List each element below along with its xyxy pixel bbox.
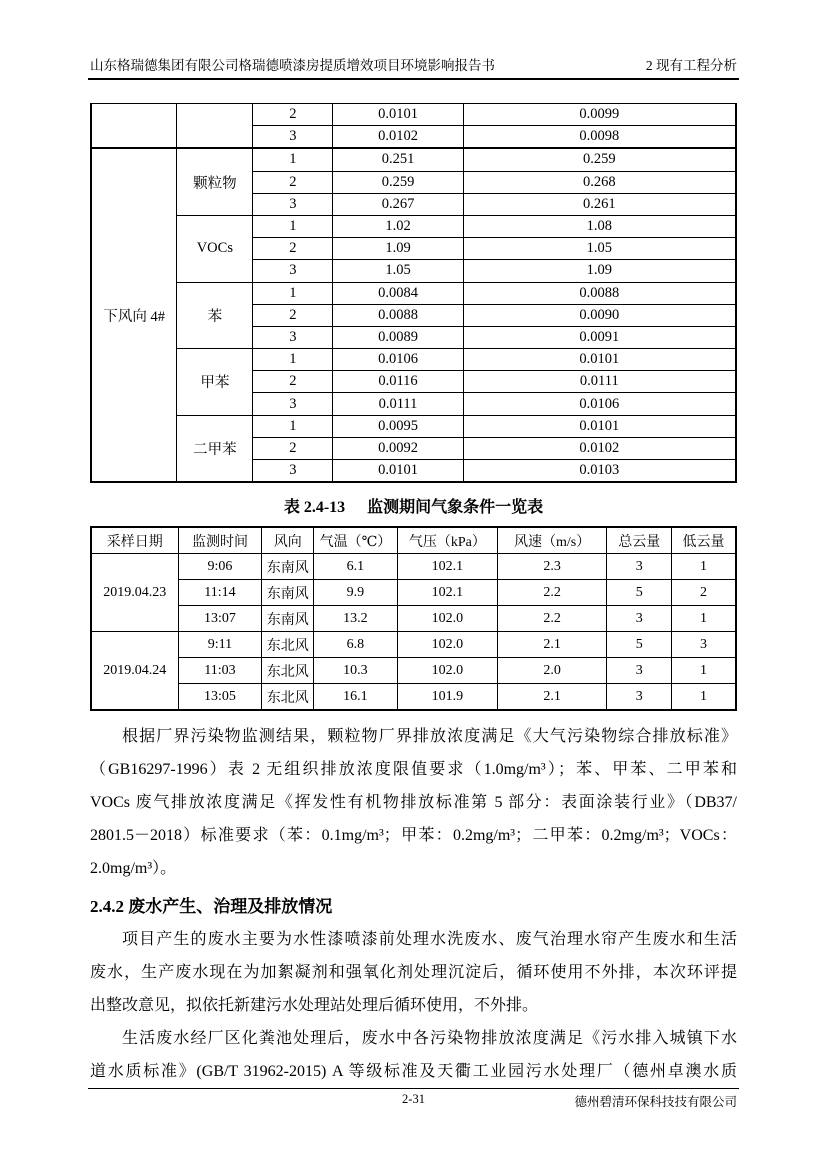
value-cell: 0.0101: [333, 104, 463, 126]
value-cell: 0.0090: [463, 304, 736, 326]
pressure-cell: 102.0: [397, 658, 497, 684]
pollutant-table-body: [91, 104, 736, 483]
pressure-cell: 102.1: [397, 554, 497, 580]
temp-cell: 13.2: [314, 606, 398, 632]
pollutant-cell: VOCs: [177, 215, 253, 282]
wind-speed-cell: 2.0: [497, 658, 607, 684]
wind-speed-cell: 2.2: [497, 580, 607, 606]
text-line: 根据厂界污染物监测结果，颗粒物厂界排放浓度满足《大气污染物综合排放标准》: [122, 728, 737, 746]
weather-table: [90, 526, 737, 711]
low-cloud-cell: 1: [671, 606, 736, 632]
value-cell: 1.05: [333, 260, 463, 282]
temp-cell: 6.1: [314, 554, 398, 580]
sample-no-cell: 3: [253, 460, 333, 483]
value-cell: 0.0106: [333, 349, 463, 371]
text-line: 道水质标准》(GB/T 31962-2015) A 等级标准及天衢工业园污水处理厂（德州卓澳水质: [90, 1063, 737, 1081]
value-cell: 0.0111: [333, 393, 463, 415]
value-cell: 0.0095: [333, 415, 463, 437]
page-content: [90, 103, 737, 1088]
text-line: （GB16297-1996）表 2 无组织排放浓度限值要求（1.0mg/m³）；苯、甲苯、二甲苯和: [90, 761, 737, 779]
value-cell: 0.0102: [463, 437, 736, 459]
section-heading: 2.4.2 废水产生、治理及排放情况: [90, 897, 333, 917]
value-cell: 1.09: [463, 260, 736, 282]
temp-cell: 10.3: [314, 658, 398, 684]
value-cell: 1.02: [333, 215, 463, 237]
date-cell: 2019.04.23: [91, 554, 178, 632]
sample-no-cell: 2: [253, 171, 333, 193]
value-cell: 0.0106: [463, 393, 736, 415]
time-cell: 9:06: [178, 554, 262, 580]
column-header-cell: 气压（kPa）: [397, 527, 497, 554]
text-line: 项目产生的废水主要为水性漆喷漆前处理水洗废水、废气治理水帘产生废水和生活: [122, 931, 737, 949]
value-cell: 0.267: [333, 193, 463, 215]
time-cell: 13:05: [178, 684, 262, 711]
site-label-cell: 下风向 4#: [91, 148, 177, 482]
text-line: 2.0mg/m³）。: [90, 860, 177, 878]
temp-cell: 9.9: [314, 580, 398, 606]
low-cloud-cell: 1: [671, 684, 736, 711]
company-name: 德州碧清环保科技技有限公司: [574, 1095, 737, 1109]
table-row: [91, 215, 736, 237]
value-cell: 1.05: [463, 238, 736, 260]
low-cloud-cell: 1: [671, 658, 736, 684]
sample-no-cell: 3: [253, 393, 333, 415]
header-left-text: 山东格瑞德集团有限公司格瑞德喷漆房提质增效项目环境影响报告书: [90, 58, 495, 73]
footer-rule: [88, 1088, 739, 1089]
table-row: [91, 282, 736, 304]
table-row: [91, 684, 736, 711]
column-header-cell: 气温（℃）: [314, 527, 398, 554]
value-cell: 0.0088: [463, 282, 736, 304]
total-cloud-cell: 3: [607, 606, 672, 632]
pollutant-cell: 苯: [177, 282, 253, 349]
table-row: [91, 104, 736, 126]
wind-speed-cell: 2.3: [497, 554, 607, 580]
wind-dir-cell: 东南风: [262, 606, 314, 632]
column-header-cell: 总云量: [607, 527, 672, 554]
sample-no-cell: 1: [253, 415, 333, 437]
page-footer: [90, 1092, 737, 1110]
para-domestic-wastewater: [90, 1022, 737, 1088]
pressure-cell: 102.1: [397, 580, 497, 606]
caption-title: 监测期间气象条件一览表: [367, 499, 544, 517]
value-cell: 0.0099: [463, 104, 736, 126]
value-cell: 1.09: [333, 238, 463, 260]
column-header-cell: 监测时间: [178, 527, 262, 554]
low-cloud-cell: 1: [671, 554, 736, 580]
value-cell: 0.0098: [463, 126, 736, 149]
sample-no-cell: 2: [253, 304, 333, 326]
sample-no-cell: 1: [253, 215, 333, 237]
table-row: [91, 349, 736, 371]
value-cell: 0.0116: [333, 371, 463, 393]
pollutant-cell: 颗粒物: [177, 148, 253, 215]
value-cell: 0.259: [333, 171, 463, 193]
text-line: 生活废水经厂区化粪池处理后，废水中各污染物排放浓度满足《污水排入城镇下水: [122, 1030, 737, 1048]
value-cell: 0.0101: [463, 415, 736, 437]
text-line: 2801.5－2018）标准要求（苯：0.1mg/m³；甲苯：0.2mg/m³；二甲苯：0.2mg/m³；VOCs：: [90, 827, 737, 845]
sample-no-cell: 3: [253, 326, 333, 348]
time-cell: 13:07: [178, 606, 262, 632]
value-cell: 0.0088: [333, 304, 463, 326]
sample-no-cell: 3: [253, 193, 333, 215]
table-row: [91, 632, 736, 658]
wind-dir-cell: 东南风: [262, 554, 314, 580]
low-cloud-cell: 2: [671, 580, 736, 606]
table-row: [91, 580, 736, 606]
pollutant-cell: 二甲苯: [177, 415, 253, 482]
table-row: [91, 554, 736, 580]
time-cell: 11:03: [178, 658, 262, 684]
pollutant-cell: 甲苯: [177, 349, 253, 416]
date-cell: 2019.04.24: [91, 632, 178, 711]
value-cell: 0.0103: [463, 460, 736, 483]
sample-no-cell: 2: [253, 437, 333, 459]
column-header-cell: 风速（m/s）: [497, 527, 607, 554]
sample-no-cell: 2: [253, 104, 333, 126]
pollutant-table: [90, 103, 737, 483]
pressure-cell: 102.0: [397, 606, 497, 632]
value-cell: 0.0101: [333, 460, 463, 483]
table-row: [91, 606, 736, 632]
temp-cell: 6.8: [314, 632, 398, 658]
table-row: [91, 148, 736, 171]
value-cell: 0.251: [333, 148, 463, 171]
total-cloud-cell: 5: [607, 580, 672, 606]
text-line: VOCs 废气排放浓度满足《挥发性有机物排放标准第 5 部分：表面涂装行业》（DB37/: [90, 794, 737, 812]
sample-no-cell: 1: [253, 148, 333, 171]
value-cell: 0.0092: [333, 437, 463, 459]
time-cell: 9:11: [178, 632, 262, 658]
value-cell: 0.0089: [333, 326, 463, 348]
total-cloud-cell: 3: [607, 554, 672, 580]
total-cloud-cell: 3: [607, 684, 672, 711]
sample-no-cell: 3: [253, 260, 333, 282]
weather-table-body: [91, 554, 736, 711]
para-wastewater-overview: [90, 923, 737, 1022]
sample-no-cell: 2: [253, 238, 333, 260]
column-header-cell: 风向: [262, 527, 314, 554]
wind-speed-cell: 2.2: [497, 606, 607, 632]
wind-dir-cell: 东南风: [262, 580, 314, 606]
sample-no-cell: 1: [253, 349, 333, 371]
value-cell: 0.0111: [463, 371, 736, 393]
sample-no-cell: 2: [253, 371, 333, 393]
sample-no-cell: 1: [253, 282, 333, 304]
caption-label: 表 2.4-13: [283, 499, 346, 517]
value-cell: 0.268: [463, 171, 736, 193]
value-cell: 0.0084: [333, 282, 463, 304]
sample-no-cell: 3: [253, 126, 333, 149]
total-cloud-cell: 3: [607, 658, 672, 684]
low-cloud-cell: 3: [671, 632, 736, 658]
pressure-cell: 101.9: [397, 684, 497, 711]
table-row: [91, 658, 736, 684]
header-right-text: 2 现有工程分析: [645, 58, 737, 73]
weather-table-head: [91, 527, 736, 554]
value-cell: 0.0091: [463, 326, 736, 348]
value-cell: 0.0101: [463, 349, 736, 371]
value-cell: 0.0102: [333, 126, 463, 149]
time-cell: 11:14: [178, 580, 262, 606]
value-cell: 0.261: [463, 193, 736, 215]
header-rule: [88, 78, 739, 80]
value-cell: 0.259: [463, 148, 736, 171]
wind-speed-cell: 2.1: [497, 632, 607, 658]
weather-header-row: [91, 527, 736, 554]
column-header-cell: 采样日期: [91, 527, 178, 554]
wind-speed-cell: 2.1: [497, 684, 607, 711]
wind-dir-cell: 东北风: [262, 684, 314, 711]
text-line: 废水，生产废水现在为加絮凝剂和强氧化剂处理沉淀后，循环使用不外排，本次环评提: [90, 964, 737, 982]
page-number: 2-31: [402, 1092, 425, 1106]
empty-pollutant-cell: [177, 104, 253, 149]
total-cloud-cell: 5: [607, 632, 672, 658]
temp-cell: 16.1: [314, 684, 398, 711]
text-line: 出整改意见，拟依托新建污水处理站处理后循环使用，不外排。: [90, 997, 539, 1015]
weather-table-caption: [90, 496, 737, 520]
column-header-cell: 低云量: [671, 527, 736, 554]
pressure-cell: 102.0: [397, 632, 497, 658]
wind-dir-cell: 东北风: [262, 632, 314, 658]
value-cell: 1.08: [463, 215, 736, 237]
wind-dir-cell: 东北风: [262, 658, 314, 684]
page-header: [90, 54, 737, 74]
table-row: [91, 415, 736, 437]
empty-site-cell: [91, 104, 177, 149]
para-air-monitor-result: [90, 720, 737, 885]
